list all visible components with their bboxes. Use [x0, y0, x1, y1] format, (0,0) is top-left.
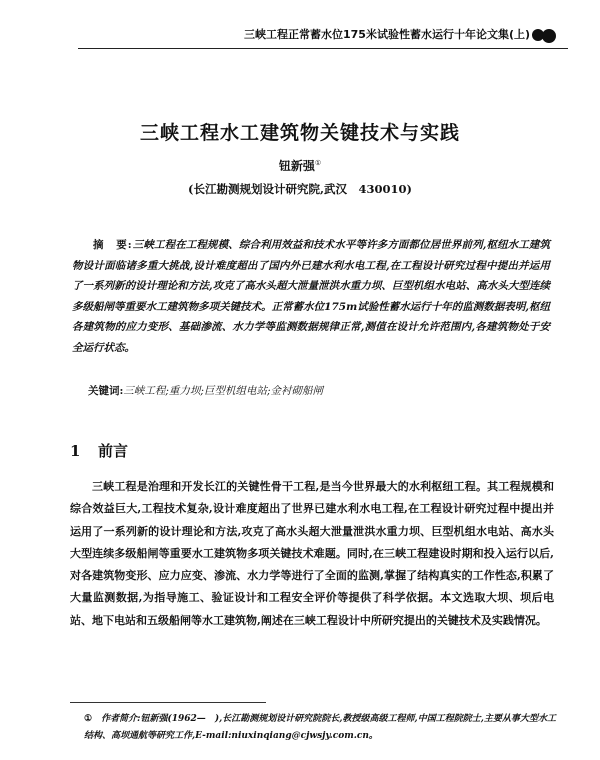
section-heading — [70, 440, 470, 461]
author-note-marker: ① — [314, 159, 322, 167]
footnote-rule — [70, 702, 266, 703]
abstract — [72, 235, 550, 358]
ornament-dot-right — [542, 29, 556, 43]
body-paragraph: 三峡工程是治理和开发长江的关键性骨干工程,是当今世界最大的水利枢纽工程。其工程规模和综合效益巨大,工程技术复杂,设计难度超出了世界已建水利水电工程,在工程设计研究过程中提出并运用了一系列新的设计理论和方法,攻克了高水头超大泄量泄洪水重力坝、巨型机组水电站、高水头大型连续多级船闸等重要水工建筑物多项关键技术难题。同时,在三峡工程建设时期和投入运行以后,对各建筑物变形、应力应变、渗流、水力学等进行了全面的监测,掌握了结构真实的工作性态,积累了大量监测数据,为指导施工、验证设计和工程安全评价等提供了科学依据。本文选取大坝、坝后电站、地下电站和五级船闸等水工建筑物,阐述在三峡工程设计中所研究提出的关键技术及实践情况。 — [70, 480, 554, 627]
keywords-label: 关键词: — [88, 385, 124, 397]
author-line — [0, 157, 600, 174]
footnote-text: 作者简介:钮新强(1962— ),长江勘测规划设计研究院院长,教授级高级工程师,中国工程院院士,主要从事大型水工结构、高坝通航等研究工作,E-mail:niuxinqiang@cjwsjy.com.cn。 — [84, 714, 556, 741]
running-head: 三峡工程正常蓄水位175米试验性蓄水运行十年论文集(上) — [243, 28, 530, 41]
abstract-text: 三峡工程在工程规模、综合利用效益和技术水平等许多方面都位居世界前列,枢纽水工建筑物设计面临诸多重大挑战,设计难度超出了国内外已建水利水电工程,在工程设计研究过程中提出并运用了一系列新的设计理论和方法,攻克了高水头超大泄量泄洪水重力坝、巨型机组水电站、高水头大型连续多级船闸等重要水工建筑物多项关键技术。正常蓄水位175m试验性蓄水运行十年的监测数据表明,枢纽各建筑物的应力变形、基础渗流、水力学等监测数据规律正常,测值在设计允许范围内,各建筑物处于安全运行状态。 — [72, 239, 550, 354]
running-head-ornament — [530, 26, 560, 44]
abstract-label: 摘 要: — [93, 239, 133, 251]
paper-title: 三峡工程水工建筑物关键技术与实践 — [139, 122, 460, 144]
footnote — [84, 711, 556, 744]
keywords — [88, 383, 558, 398]
keywords-text: 三峡工程;重力坝;巨型机组电站;金衬砌船闸 — [123, 385, 324, 397]
affiliation: (长江勘测规划设计研究院,武汉 430010) — [188, 182, 412, 196]
section-title: 前言 — [98, 442, 129, 460]
author-name: 钮新强 — [278, 159, 315, 173]
header-rule — [78, 48, 568, 49]
footnote-marker: ① — [84, 714, 93, 724]
section-number: 1 — [70, 442, 81, 460]
